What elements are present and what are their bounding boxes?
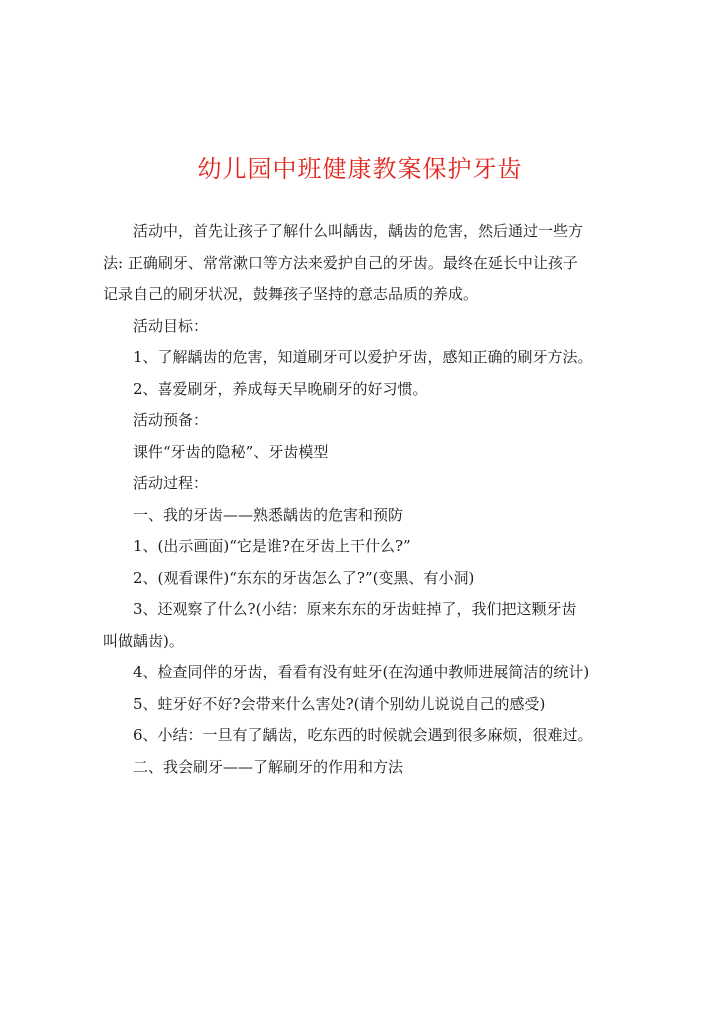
intro-line-2: 法: 正确刷牙、常常漱口等方法来爱护自己的牙齿。最终在延长中让孩子: [103, 253, 578, 272]
intro-paragraph: [103, 216, 633, 248]
process-part-1: [103, 500, 633, 532]
process-step-6: [103, 720, 633, 752]
process-step-4: [103, 657, 633, 689]
goal-item-text: 1、了解龋齿的危害，知道刷牙可以爱护牙齿，感知正确的刷牙方法。: [133, 348, 593, 366]
process-step-text: 1、(出示画面)“它是谁?在牙齿上干什么?”: [133, 537, 411, 555]
process-step-1: [103, 531, 633, 563]
intro-line-1: 活动中，首先让孩子了解什么叫龋齿，龋齿的危害，然后通过一些方: [133, 222, 584, 240]
process-step-text: 6、小结：一旦有了龋齿，吃东西的时候就会遇到很多麻烦，很难过。: [133, 726, 593, 744]
process-step-text: 2、(观看课件)“东东的牙齿怎么了?”(变黑、有小洞): [133, 568, 475, 587]
process-part-2-text: 二、我会刷牙——了解刷牙的作用和方法: [133, 757, 404, 776]
goal-item-2: [103, 374, 633, 406]
process-step-text: 5、蛀牙好不好?会带来什么害处?(请个别幼儿说说自己的感受): [133, 694, 546, 713]
process-step-2: [103, 563, 633, 595]
preparation-text: 课件“牙齿的隐秘”、牙齿模型: [133, 442, 329, 461]
section-heading-goals: [103, 311, 633, 343]
process-step-3: [103, 594, 633, 626]
process-part-2: [103, 752, 633, 784]
preparation-heading: 活动预备：: [133, 411, 209, 429]
process-heading: 活动过程：: [133, 474, 209, 492]
process-part-1-text: 一、我的牙齿——熟悉龋齿的危害和预防: [133, 505, 404, 524]
document-title: 幼儿园中班健康教案保护牙齿: [197, 155, 523, 183]
process-step-text: 3、还观察了什么?(小结：原来东东的牙齿蛀掉了，我们把这颗牙齿: [133, 600, 577, 618]
process-step-5: [103, 689, 633, 721]
section-heading-preparation: [103, 405, 633, 437]
document-body: [103, 216, 633, 783]
process-step-text: 4、检查同伴的牙齿，看看有没有蛀牙(在沟通中教师进展简洁的统计): [133, 663, 590, 681]
intro-line-3: 记录自己的刷牙状况，鼓舞孩子坚持的意志品质的养成。: [103, 285, 479, 303]
intro-paragraph-cont: [103, 248, 633, 280]
goal-item-text: 2、喜爱刷牙，养成每天早晚刷牙的好习惯。: [133, 379, 428, 398]
intro-paragraph-cont: [103, 279, 633, 311]
goal-item-1: [103, 342, 633, 374]
process-step-3-cont: [103, 626, 633, 658]
process-step-text: 叫做龋齿)。: [103, 631, 184, 650]
section-heading-process: [103, 468, 633, 500]
preparation-item: [103, 437, 633, 469]
goals-heading: 活动目标：: [133, 316, 209, 335]
